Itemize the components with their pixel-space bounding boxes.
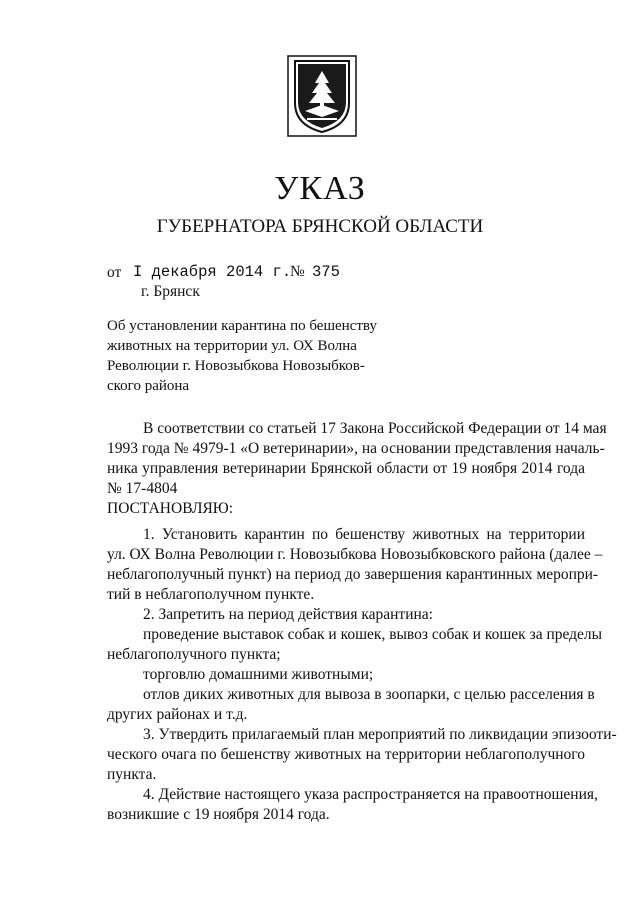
clause-line: неблагополучный пункт) на период до завершения карантинных меропри- (107, 566, 599, 583)
preamble-line: 1993 года № 4979-1 «О ветеринарии», на основании представления началь- (107, 440, 605, 457)
date-prefix: от (107, 264, 122, 281)
clause-line: неблагополучного пункта; (107, 646, 281, 663)
decree-keyword: ПОСТАНОВЛЯЮ: (107, 500, 234, 517)
clause-line: отлов диких животных для вывоза в зоопарки, с целью расселения в (143, 686, 595, 703)
document-date: I декабря 2014 г. (133, 263, 292, 281)
document-number: 375 (312, 263, 340, 281)
issuer-title: ГУБЕРНАТОРА БРЯНСКОЙ ОБЛАСТИ (156, 216, 484, 237)
clause-line: 2. Запретить на период действия карантина: (143, 606, 433, 623)
preamble-line: ника управления ветеринарии Брянской области от 19 ноября 2014 года (107, 460, 585, 477)
subject-line: ского района (107, 378, 190, 394)
clause-line: 3. Утвердить прилагаемый план мероприятий по ликвидации эпизооти- (143, 726, 617, 743)
clause-line: 1. Установить карантин по бешенству животных на территории (143, 526, 585, 543)
clause-line: проведение выставок собак и кошек, вывоз собак и кошек за пределы (143, 626, 603, 643)
subject-line: Революции г. Новозыбкова Новозыбков- (107, 358, 365, 374)
clause-line: возникшие с 19 ноября 2014 года. (107, 806, 330, 823)
clause-line: 4. Действие настоящего указа распространяется на правоотношения, (143, 786, 598, 803)
clause-line: торговлю домашними животными; (143, 666, 374, 683)
subject-block (107, 316, 377, 396)
document-type-title: УКАЗ (274, 170, 366, 207)
city: г. Брянск (141, 283, 200, 300)
clause-line: пункта. (107, 766, 157, 783)
coat-of-arms-icon (287, 55, 357, 137)
clauses (107, 525, 617, 825)
preamble (107, 419, 607, 519)
preamble-line: В соответствии со статьей 17 Закона Российской Федерации от 14 мая (143, 420, 607, 437)
subject-line: животных на территории ул. ОХ Волна (107, 338, 357, 354)
clause-line: ул. ОХ Волна Революции г. Новозыбкова Новозыбковского района (далее – (107, 546, 603, 563)
clause-line: других районах и т.д. (107, 706, 248, 723)
preamble-line: № 17-4804 (107, 480, 178, 497)
coat-of-arms-emblem (287, 55, 357, 137)
clause-line: ческого очага по бешенству животных на территории неблагополучного (107, 746, 585, 763)
subject-line: Об установлении карантина по бешенству (107, 318, 377, 334)
clause-line: тий в неблагополучном пункте. (107, 586, 315, 603)
number-label: № (290, 263, 305, 280)
